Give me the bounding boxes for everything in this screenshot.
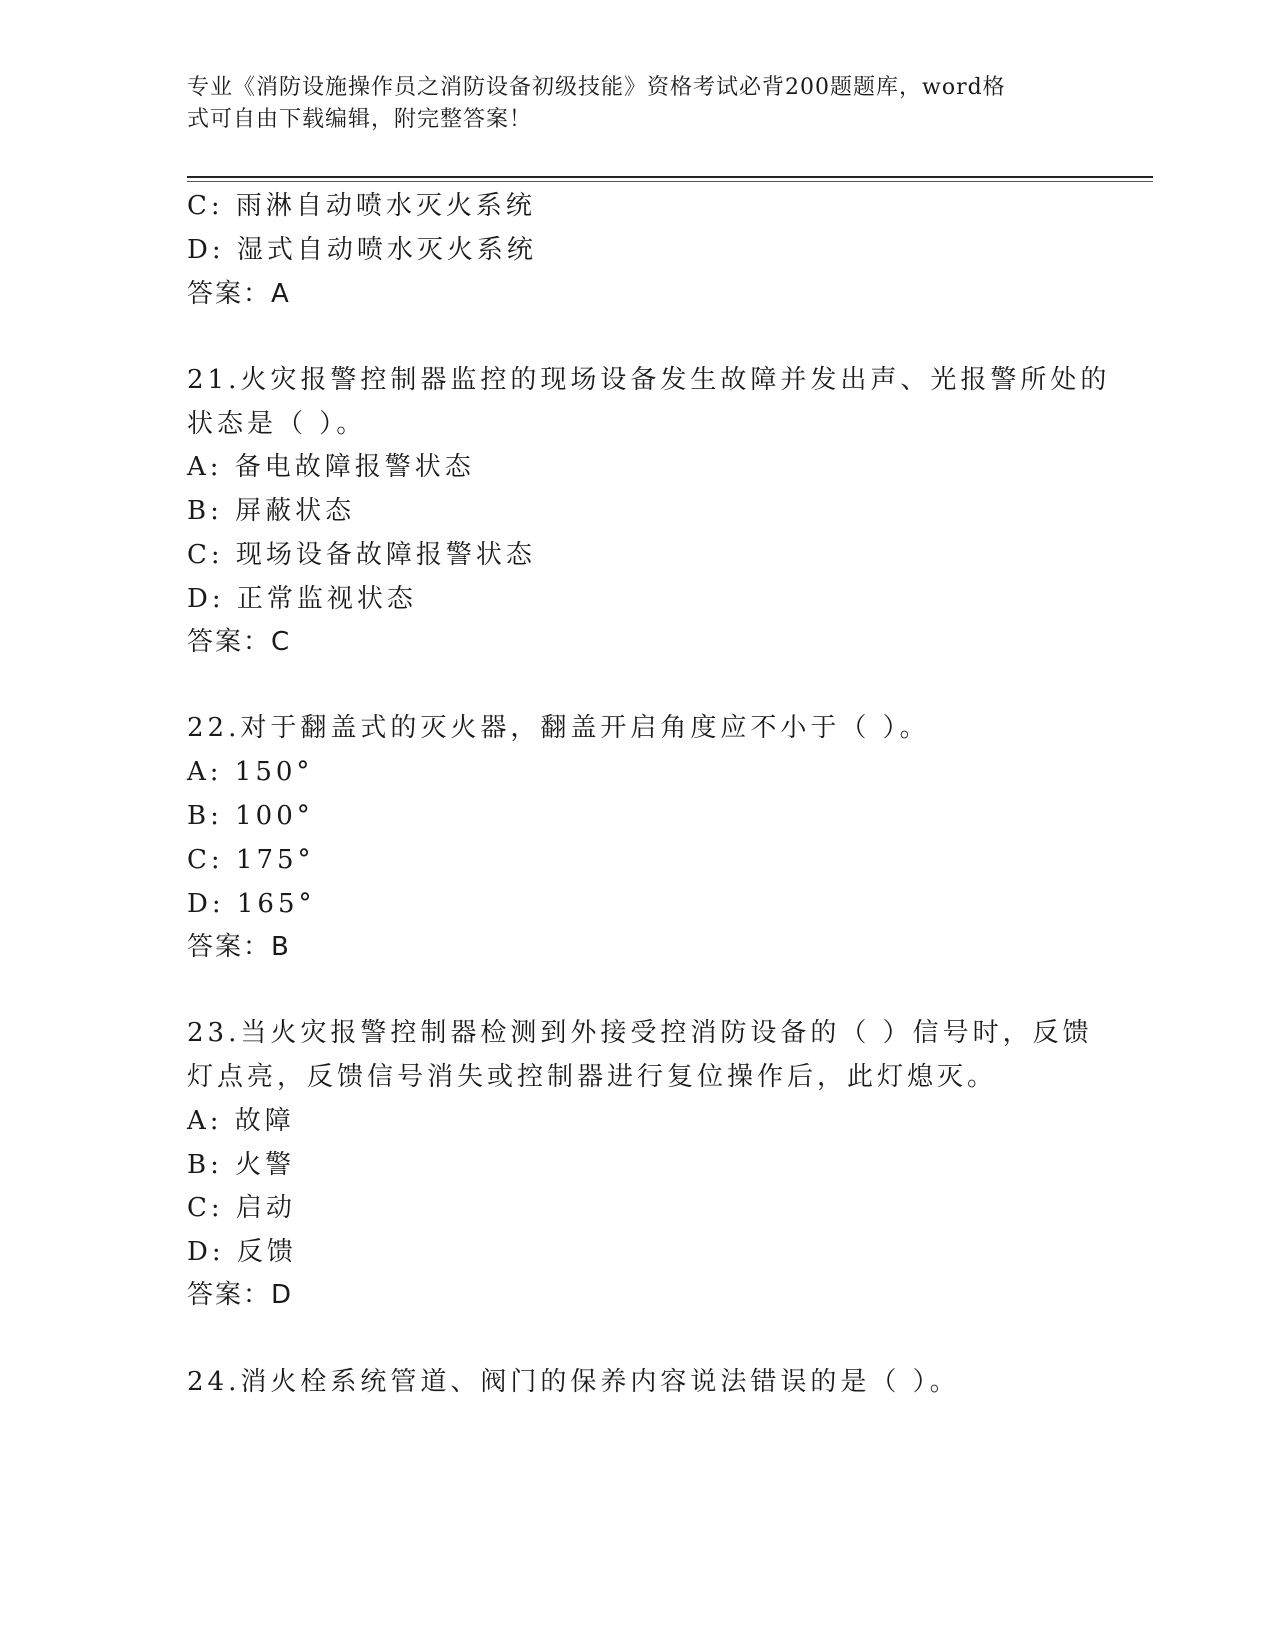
q22-option-d: D: 165° [187,889,316,919]
header-line-2: 式可自由下载编辑，附完整答案！ [187,107,533,132]
q21-option-a: A: 备电故障报警状态 [187,452,475,482]
prev-option-c: C: 雨淋自动喷水灭火系统 [187,191,536,221]
q22-answer: 答案：B [187,932,291,962]
header-divider-thin [187,181,1153,182]
q22-option-a: A: 150° [187,757,314,787]
q21-text-line-2: 状态是（ ）。 [187,409,367,439]
q22-option-c: C: 175° [187,845,315,875]
header-divider-thick [187,176,1153,178]
q21-option-b: B: 屏蔽状态 [187,496,356,526]
q23-option-a: A: 故障 [187,1106,295,1136]
q22-text-line-1: 22.对于翻盖式的灭火器，翻盖开启角度应不小于（ ）。 [187,713,930,743]
prev-answer: 答案：A [187,279,291,309]
q23-option-b: B: 火警 [187,1150,296,1180]
q23-answer: 答案：D [187,1280,294,1310]
q21-text-line-1: 21.火灾报警控制器监控的现场设备发生故障并发出声、光报警所处的 [187,365,1111,395]
q21-option-d: D: 正常监视状态 [187,584,417,614]
header-line-1: 专业《消防设施操作员之消防设备初级技能》资格考试必背200题题库，word格 [187,75,1006,100]
q21-answer: 答案：C [187,627,292,657]
q24-text-line-1: 24.消火栓系统管道、阀门的保养内容说法错误的是（ ）。 [187,1367,960,1397]
q23-text-line-1: 23.当火灾报警控制器检测到外接受控消防设备的（ ）信号时，反馈 [187,1018,1093,1048]
q23-option-c: C: 启动 [187,1193,296,1223]
prev-option-d: D: 湿式自动喷水灭火系统 [187,235,537,265]
q23-text-line-2: 灯点亮，反馈信号消失或控制器进行复位操作后，此灯熄灭。 [187,1062,998,1092]
q22-option-b: B: 100° [187,801,314,831]
q21-option-c: C: 现场设备故障报警状态 [187,540,536,570]
q23-option-d: D: 反馈 [187,1237,297,1267]
document-header [187,72,1067,136]
